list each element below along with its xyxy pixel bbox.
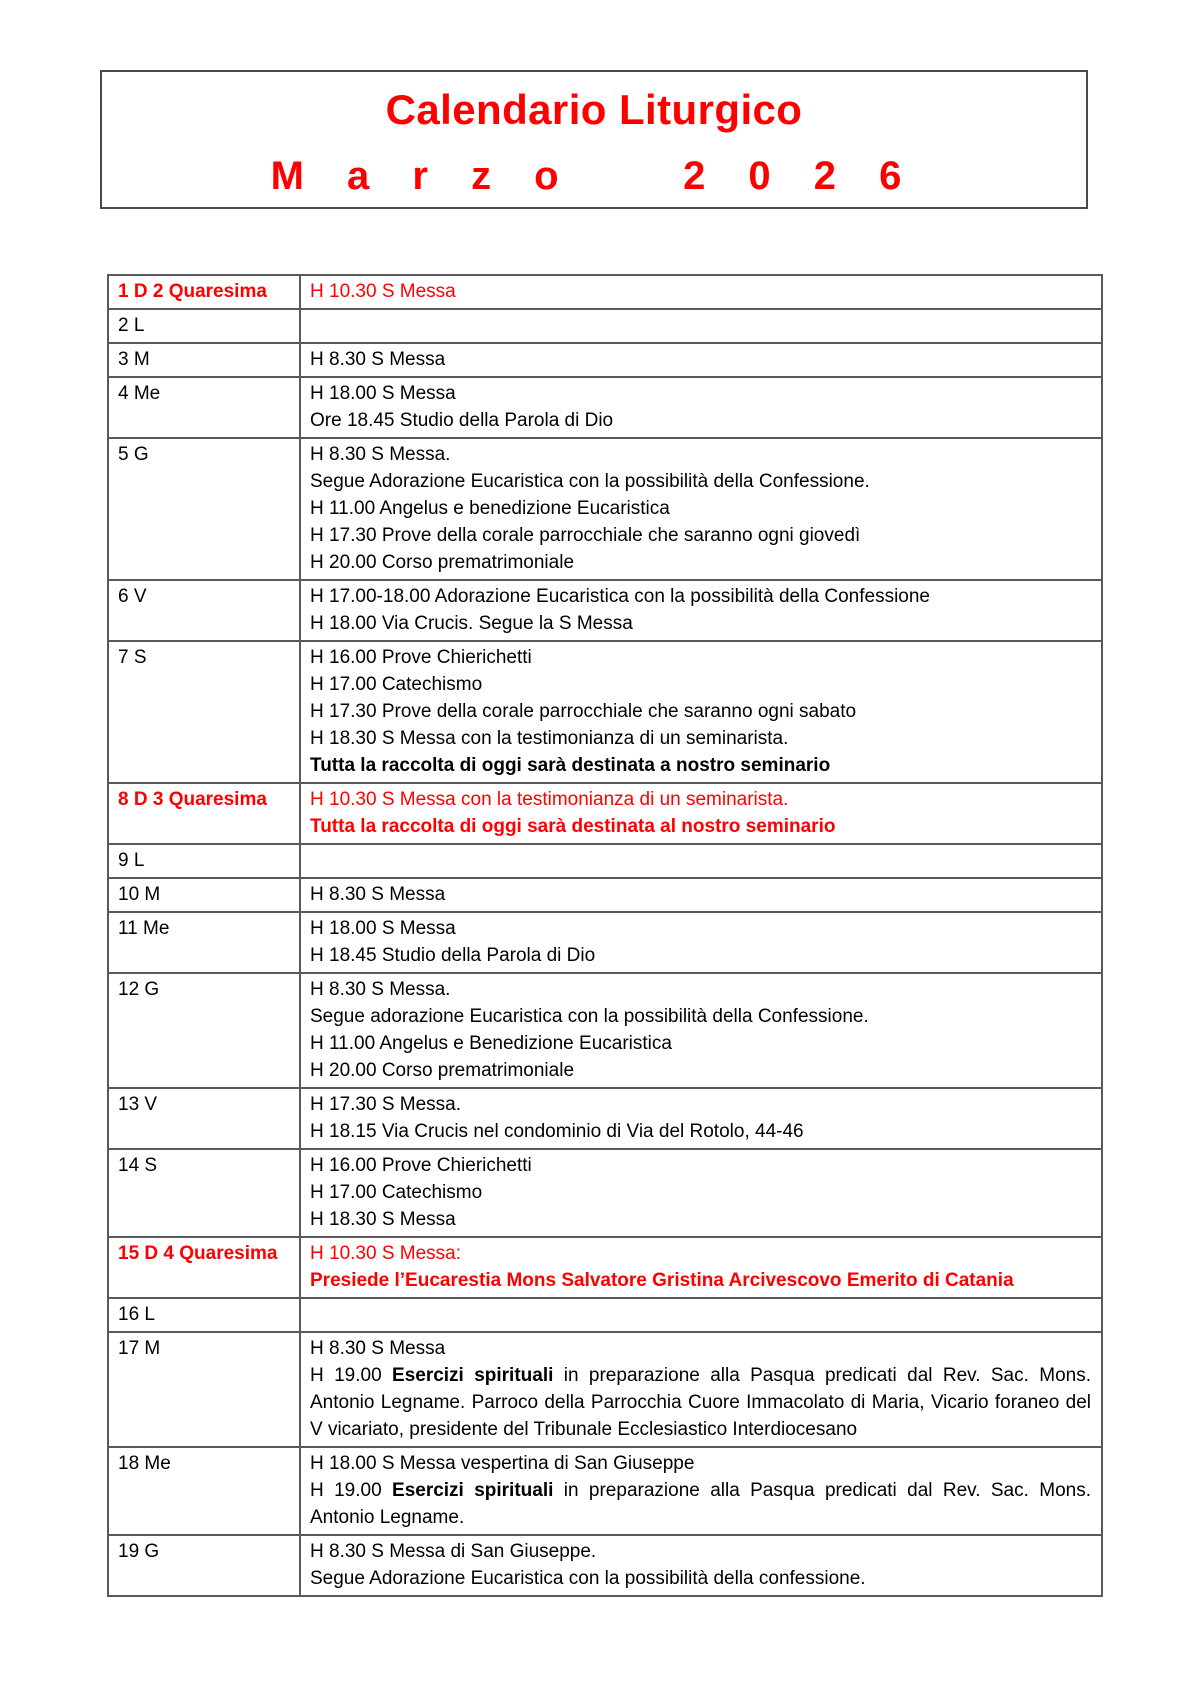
event-line: H 16.00 Prove Chierichetti: [310, 1155, 532, 1176]
event-text: H 19.00: [310, 1480, 393, 1501]
calendar-table: [107, 274, 1103, 1597]
event-line: H 8.30 S Messa di San Giuseppe.: [310, 1541, 597, 1562]
event-line: H 17.30 S Messa.: [310, 1094, 462, 1115]
day-cell: 3 M: [108, 343, 300, 377]
table-row: [108, 844, 1102, 878]
events-cell: [300, 844, 1102, 878]
day-cell: 4 Me: [108, 377, 300, 438]
event-line: Segue adorazione Eucaristica con la possibilità della Confessione.: [310, 1006, 869, 1027]
events-cell: [300, 580, 1102, 641]
table-row: [108, 438, 1102, 580]
calendar-table-body: [108, 275, 1102, 1596]
event-line: H 18.30 S Messa con la testimonianza di un seminarista.: [310, 728, 789, 749]
day-cell: 9 L: [108, 844, 300, 878]
day-cell: 10 M: [108, 878, 300, 912]
day-cell: 19 G: [108, 1535, 300, 1596]
event-line: H 17.00-18.00 Adorazione Eucaristica con la possibilità della Confessione: [310, 586, 930, 607]
event-line: Segue Adorazione Eucaristica con la possibilità della confessione.: [310, 1568, 866, 1589]
day-cell: 2 L: [108, 309, 300, 343]
event-line: H 8.30 S Messa: [310, 1338, 446, 1359]
table-row: [108, 1088, 1102, 1149]
table-row: [108, 912, 1102, 973]
events-cell: [300, 912, 1102, 973]
day-cell: 14 S: [108, 1149, 300, 1237]
event-line: Segue Adorazione Eucaristica con la possibilità della Confessione.: [310, 471, 870, 492]
events-cell: [300, 343, 1102, 377]
events-cell: [300, 641, 1102, 783]
event-line: H 18.00 S Messa: [310, 383, 456, 404]
event-line: H 18.00 S Messa: [310, 918, 456, 939]
event-line: [310, 1477, 1091, 1531]
event-line: H 11.00 Angelus e Benedizione Eucaristica: [310, 1033, 672, 1054]
events-cell: [300, 973, 1102, 1088]
events-cell: [300, 1447, 1102, 1535]
event-emphasis: Esercizi spirituali: [392, 1365, 554, 1386]
event-line: H 8.30 S Messa.: [310, 444, 451, 465]
event-line: H 16.00 Prove Chierichetti: [310, 647, 532, 668]
events-cell: [300, 1149, 1102, 1237]
day-cell: 15 D 4 Quaresima: [108, 1237, 300, 1298]
event-line: H 18.45 Studio della Parola di Dio: [310, 945, 596, 966]
table-row: [108, 343, 1102, 377]
table-row: [108, 275, 1102, 309]
day-cell: 5 G: [108, 438, 300, 580]
event-line: H 20.00 Corso prematrimoniale: [310, 552, 575, 573]
event-line: H 10.30 S Messa con la testimonianza di un seminarista.: [310, 789, 789, 810]
day-cell: 16 L: [108, 1298, 300, 1332]
event-line: H 10.30 S Messa:: [310, 1243, 462, 1264]
event-line: H 8.30 S Messa: [310, 884, 446, 905]
events-cell: [300, 1535, 1102, 1596]
day-cell: 8 D 3 Quaresima: [108, 783, 300, 844]
table-row: [108, 878, 1102, 912]
events-cell: [300, 783, 1102, 844]
events-cell: [300, 377, 1102, 438]
table-row: [108, 1447, 1102, 1535]
event-line: H 18.00 Via Crucis. Segue la S Messa: [310, 613, 633, 634]
event-line: H 18.30 S Messa: [310, 1209, 456, 1230]
day-cell: 17 M: [108, 1332, 300, 1447]
table-row: [108, 1535, 1102, 1596]
page-title: Calendario Liturgico: [385, 86, 803, 133]
day-cell: 11 Me: [108, 912, 300, 973]
events-cell: [300, 1088, 1102, 1149]
event-line: H 11.00 Angelus e benedizione Eucaristica: [310, 498, 670, 519]
event-line: H 20.00 Corso prematrimoniale: [310, 1060, 575, 1081]
event-line: H 17.00 Catechismo: [310, 1182, 483, 1203]
table-row: [108, 641, 1102, 783]
event-line: Tutta la raccolta di oggi sarà destinata a nostro seminario: [310, 755, 831, 776]
events-cell: [300, 438, 1102, 580]
page-subtitle: M a r z o 2 0 2 6: [270, 154, 918, 198]
title-box: [100, 70, 1088, 209]
day-cell: 18 Me: [108, 1447, 300, 1535]
event-line: H 8.30 S Messa: [310, 349, 446, 370]
event-text: in preparazione alla Pasqua predicati dal Rev. Sac. Mons. Antonio Legname.: [310, 1480, 1091, 1528]
event-line: Tutta la raccolta di oggi sarà destinata al nostro seminario: [310, 816, 836, 837]
table-row: [108, 1237, 1102, 1298]
day-cell: 7 S: [108, 641, 300, 783]
event-text: H 19.00: [310, 1365, 393, 1386]
event-line: H 17.00 Catechismo: [310, 674, 483, 695]
table-row: [108, 973, 1102, 1088]
table-row: [108, 580, 1102, 641]
event-text: in preparazione alla Pasqua predicati dal Rev. Sac. Mons. Antonio Legname. Parroco della Parrocchia Cuore Immacolato di Maria, Vicario foraneo del V vicariato, presidente del Tribunale Ecclesiastico Interdiocesano: [310, 1365, 1091, 1440]
day-cell: 12 G: [108, 973, 300, 1088]
events-cell: [300, 1332, 1102, 1447]
table-row: [108, 1298, 1102, 1332]
events-cell: [300, 275, 1102, 309]
day-cell: 6 V: [108, 580, 300, 641]
events-cell: [300, 1237, 1102, 1298]
events-cell: [300, 878, 1102, 912]
table-row: [108, 783, 1102, 844]
day-cell: 13 V: [108, 1088, 300, 1149]
event-line: H 17.30 Prove della corale parrocchiale che saranno ogni giovedì: [310, 525, 861, 546]
event-line: H 18.00 S Messa vespertina di San Giuseppe: [310, 1453, 695, 1474]
event-line: H 18.15 Via Crucis nel condominio di Via del Rotolo, 44-46: [310, 1121, 804, 1142]
event-line: [310, 1362, 1091, 1443]
event-line: H 10.30 S Messa: [310, 281, 456, 302]
table-row: [108, 377, 1102, 438]
event-emphasis: Esercizi spirituali: [392, 1480, 554, 1501]
event-line: Ore 18.45 Studio della Parola di Dio: [310, 410, 614, 431]
table-row: [108, 309, 1102, 343]
event-line: Presiede l’Eucarestia Mons Salvatore Gristina Arcivescovo Emerito di Catania: [310, 1270, 1014, 1291]
table-row: [108, 1149, 1102, 1237]
events-cell: [300, 1298, 1102, 1332]
table-row: [108, 1332, 1102, 1447]
day-cell: 1 D 2 Quaresima: [108, 275, 300, 309]
event-line: H 8.30 S Messa.: [310, 979, 451, 1000]
event-line: H 17.30 Prove della corale parrocchiale che saranno ogni sabato: [310, 701, 857, 722]
events-cell: [300, 309, 1102, 343]
